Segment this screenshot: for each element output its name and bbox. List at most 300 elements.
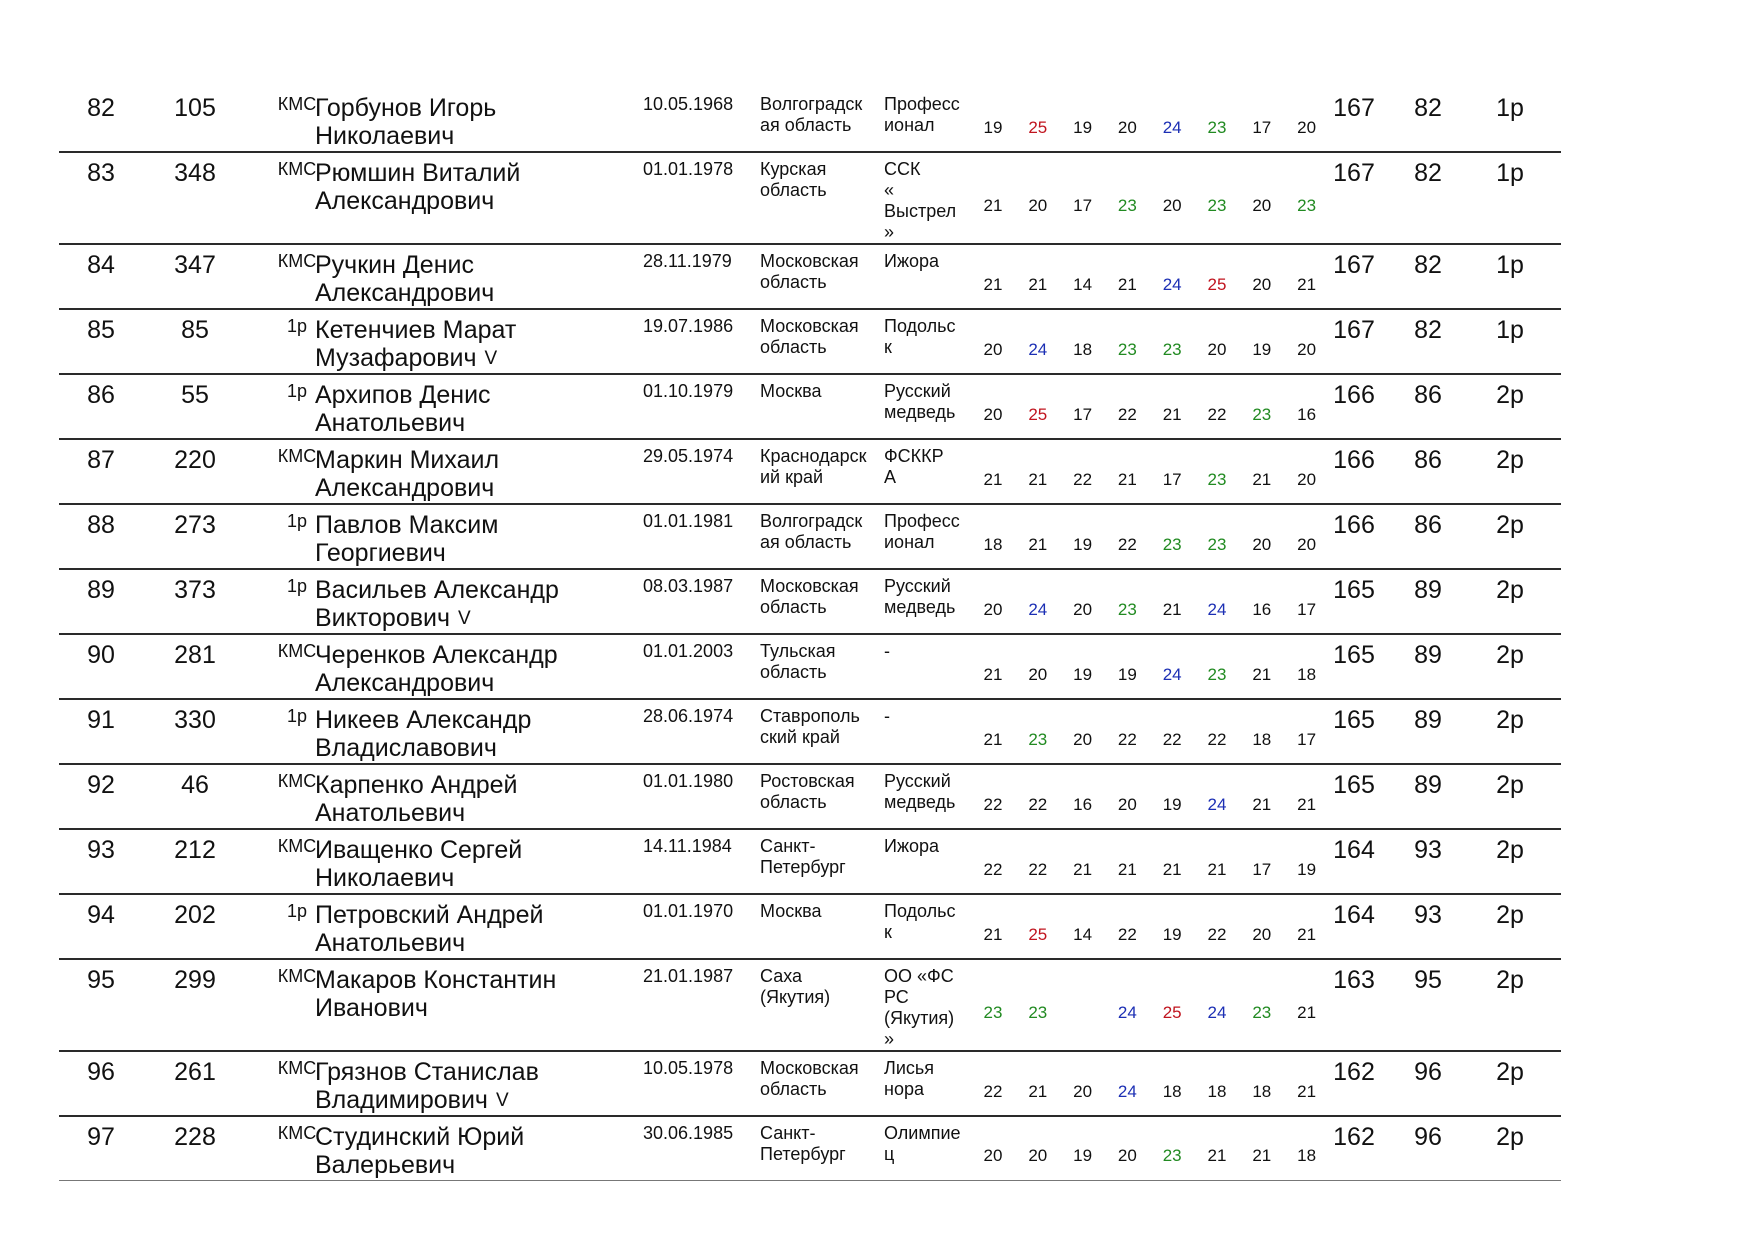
series-score: 23 (1162, 1146, 1182, 1165)
region-line: ая область (760, 532, 852, 552)
club-line: к (884, 922, 892, 942)
club-line: ССК (884, 159, 921, 179)
patronymic: Александрович (315, 669, 495, 697)
series-score: 23 (1162, 535, 1182, 554)
category-cell: 2р (1496, 641, 1524, 669)
region-cell (760, 706, 878, 748)
category-cell: 2р (1496, 1123, 1524, 1151)
patronymic: Музафарович (315, 344, 477, 372)
place-cell: 91 (87, 706, 115, 734)
total-score-cell: 166 (1333, 381, 1375, 409)
table-row (59, 1117, 1561, 1181)
category-cell: 2р (1496, 771, 1524, 799)
veteran-mark: V (458, 608, 471, 629)
region-line: Ставрополь (760, 706, 860, 726)
surname-firstname: Ручкин Денис (315, 251, 474, 279)
series-score: 21 (1073, 860, 1093, 879)
total-score-cell: 163 (1333, 966, 1375, 994)
athlete-name-cell (315, 771, 645, 827)
club-line: к (884, 337, 892, 357)
sport-rank-cell: 1р (286, 381, 308, 401)
surname-firstname: Петровский Андрей (315, 901, 544, 929)
birth-date-cell: 01.01.1981 (643, 511, 734, 531)
athlete-name-cell (315, 1123, 645, 1179)
club-cell (884, 446, 974, 488)
total-score-cell: 165 (1333, 641, 1375, 669)
shared-place-cell: 93 (1414, 901, 1442, 929)
region-line: Московская (760, 1058, 859, 1078)
series-score: 22 (983, 795, 1003, 814)
series-score: 20 (1207, 340, 1227, 359)
patronymic-line (315, 669, 645, 697)
region-line: Санкт- (760, 1123, 816, 1143)
category-cell: 2р (1496, 966, 1524, 994)
club-line: медведь (884, 402, 956, 422)
series-score: 21 (1117, 275, 1137, 294)
place-cell: 82 (87, 94, 115, 122)
place-cell: 83 (87, 159, 115, 187)
athlete-name-cell (315, 446, 645, 502)
athlete-name-cell (315, 94, 645, 150)
series-score: 22 (1028, 795, 1048, 814)
series-score: 19 (1252, 340, 1272, 359)
table-row (59, 765, 1561, 830)
club-cell (884, 94, 974, 136)
club-line: » (884, 222, 895, 242)
series-score: 21 (1028, 470, 1048, 489)
region-cell (760, 251, 878, 293)
bib-number-cell: 55 (181, 381, 209, 409)
athlete-name-cell (315, 576, 645, 633)
series-score: 25 (1162, 1003, 1182, 1022)
place-cell: 92 (87, 771, 115, 799)
birth-date-cell: 10.05.1978 (643, 1058, 734, 1078)
region-cell (760, 836, 878, 878)
club-line: нора (884, 1079, 924, 1099)
series-score: 21 (983, 665, 1003, 684)
region-line: область (760, 662, 827, 682)
table-row (59, 895, 1561, 960)
club-line: (Якутия) (884, 1008, 955, 1028)
region-line: область (760, 337, 827, 357)
club-cell (884, 1123, 974, 1165)
series-score: 16 (1073, 795, 1093, 814)
patronymic-line (315, 604, 645, 633)
bib-number-cell: 202 (174, 901, 216, 929)
series-score: 20 (1297, 118, 1317, 137)
series-score: 25 (1028, 118, 1048, 137)
club-line: ОО «ФС (884, 966, 954, 986)
place-cell: 86 (87, 381, 115, 409)
series-score: 21 (983, 275, 1003, 294)
region-line: область (760, 1079, 827, 1099)
club-cell (884, 316, 974, 358)
shared-place-cell: 89 (1414, 641, 1442, 669)
series-score: 23 (1207, 118, 1227, 137)
patronymic: Викторович (315, 604, 451, 632)
athlete-name-cell (315, 381, 645, 437)
place-cell: 97 (87, 1123, 115, 1151)
club-line: - (884, 641, 890, 661)
surname-firstname: Иващенко Сергей (315, 836, 523, 864)
series-score: 14 (1073, 925, 1093, 944)
place-cell: 95 (87, 966, 115, 994)
club-line: Подольс (884, 901, 956, 921)
club-line: Русский (884, 576, 951, 596)
bib-number-cell: 85 (181, 316, 209, 344)
patronymic: Иванович (315, 994, 428, 1022)
series-score: 20 (1073, 1082, 1093, 1101)
patronymic-line (315, 734, 645, 762)
region-line: Волгоградск (760, 511, 863, 531)
region-cell (760, 576, 878, 618)
birth-date-cell: 28.06.1974 (643, 706, 734, 726)
club-line: Професс (884, 94, 960, 114)
club-cell (884, 836, 974, 857)
birth-date-cell: 29.05.1974 (643, 446, 734, 466)
series-score: 22 (983, 860, 1003, 879)
bib-number-cell: 212 (174, 836, 216, 864)
patronymic: Анатольевич (315, 929, 466, 957)
series-score: 19 (983, 118, 1003, 137)
place-cell: 85 (87, 316, 115, 344)
series-score: 21 (1252, 1146, 1272, 1165)
category-cell: 2р (1496, 706, 1524, 734)
region-cell (760, 1123, 878, 1165)
place-cell: 89 (87, 576, 115, 604)
club-cell (884, 1058, 974, 1100)
club-line: ионал (884, 532, 935, 552)
region-line: Петербург (760, 1144, 846, 1164)
region-line: Волгоградск (760, 94, 863, 114)
athlete-name-cell (315, 836, 645, 892)
sport-rank-cell: КМС (277, 159, 317, 179)
series-score: 21 (1028, 1082, 1048, 1101)
total-score-cell: 165 (1333, 771, 1375, 799)
surname-firstname: Грязнов Станислав (315, 1058, 539, 1086)
series-score: 23 (1252, 405, 1272, 424)
club-line: Русский (884, 771, 951, 791)
total-score-cell: 166 (1333, 511, 1375, 539)
patronymic: Владимирович (315, 1086, 488, 1114)
series-score: 22 (1028, 860, 1048, 879)
birth-date-cell: 01.01.2003 (643, 641, 734, 661)
birth-date-cell: 01.01.1970 (643, 901, 734, 921)
table-row (59, 1052, 1561, 1117)
series-score: 17 (1297, 600, 1317, 619)
patronymic-line (315, 187, 645, 215)
sport-rank-cell: 1р (286, 706, 308, 726)
bib-number-cell: 220 (174, 446, 216, 474)
series-score: 24 (1162, 118, 1182, 137)
sport-rank-cell: КМС (277, 771, 317, 791)
series-score: 24 (1162, 665, 1182, 684)
patronymic: Валерьевич (315, 1151, 456, 1179)
total-score-cell: 167 (1333, 159, 1375, 187)
club-line: медведь (884, 792, 956, 812)
category-cell: 1р (1496, 94, 1524, 122)
club-line: Олимпие (884, 1123, 961, 1143)
series-score: 18 (1252, 730, 1272, 749)
shared-place-cell: 96 (1414, 1058, 1442, 1086)
region-cell (760, 1058, 878, 1100)
series-score: 23 (1117, 600, 1137, 619)
total-score-cell: 162 (1333, 1058, 1375, 1086)
birth-date-cell: 14.11.1984 (643, 836, 732, 856)
series-score: 23 (1162, 340, 1182, 359)
series-score: 20 (1073, 730, 1093, 749)
table-row (59, 88, 1561, 153)
series-score: 20 (1297, 470, 1317, 489)
series-score: 20 (1162, 196, 1182, 215)
birth-date-cell: 01.01.1978 (643, 159, 734, 179)
series-score: 24 (1117, 1082, 1137, 1101)
shared-place-cell: 96 (1414, 1123, 1442, 1151)
athlete-name-cell (315, 1058, 645, 1115)
surname-firstname: Карпенко Андрей (315, 771, 518, 799)
series-score: 24 (1162, 275, 1182, 294)
series-score: 25 (1028, 405, 1048, 424)
series-score: 23 (983, 1003, 1003, 1022)
birth-date-cell: 01.01.1980 (643, 771, 734, 791)
veteran-mark: V (495, 1090, 509, 1111)
surname-firstname: Студинский Юрий (315, 1123, 525, 1151)
region-cell (760, 446, 878, 488)
total-score-cell: 167 (1333, 94, 1375, 122)
series-score: 24 (1117, 1003, 1137, 1022)
club-line: Ижора (884, 251, 940, 271)
patronymic: Александрович (315, 187, 495, 215)
patronymic: Александрович (315, 279, 495, 307)
series-score: 22 (1117, 925, 1137, 944)
series-score: 18 (1162, 1082, 1182, 1101)
region-cell (760, 641, 878, 683)
results-table (59, 88, 1561, 1181)
surname-firstname: Рюмшин Виталий (315, 159, 521, 187)
sport-rank-cell: КМС (277, 94, 317, 114)
series-score: 23 (1207, 665, 1227, 684)
region-line: Санкт- (760, 836, 816, 856)
series-score: 21 (1252, 795, 1272, 814)
patronymic: Александрович (315, 474, 495, 502)
bib-number-cell: 273 (174, 511, 216, 539)
patronymic: Владиславович (315, 734, 497, 762)
series-score: 22 (1117, 535, 1137, 554)
patronymic: Анатольевич (315, 799, 466, 827)
shared-place-cell: 95 (1414, 966, 1442, 994)
total-score-cell: 167 (1333, 316, 1375, 344)
table-row (59, 440, 1561, 505)
series-score: 25 (1028, 925, 1048, 944)
series-score: 21 (983, 470, 1003, 489)
shared-place-cell: 82 (1414, 94, 1442, 122)
patronymic-line (315, 279, 645, 307)
bib-number-cell: 348 (174, 159, 216, 187)
series-score: 22 (1207, 925, 1227, 944)
patronymic-line (315, 409, 645, 437)
shared-place-cell: 93 (1414, 836, 1442, 864)
series-score: 22 (1117, 730, 1137, 749)
table-row (59, 245, 1561, 310)
series-score: 22 (1073, 470, 1093, 489)
series-score: 17 (1073, 405, 1093, 424)
region-cell (760, 966, 878, 1008)
table-row (59, 153, 1561, 245)
region-line: Москва (760, 381, 822, 401)
category-cell: 1р (1496, 316, 1524, 344)
club-line: Ижора (884, 836, 940, 856)
series-score: 21 (1117, 470, 1137, 489)
birth-date-cell: 21.01.1987 (643, 966, 734, 986)
series-score: 19 (1073, 665, 1093, 684)
series-score: 21 (1297, 275, 1317, 294)
sport-rank-cell: КМС (277, 446, 317, 466)
category-cell: 2р (1496, 576, 1524, 604)
series-score: 21 (1162, 405, 1182, 424)
shared-place-cell: 89 (1414, 706, 1442, 734)
series-score: 16 (1252, 600, 1272, 619)
series-score: 23 (1028, 730, 1048, 749)
series-score: 21 (1207, 1146, 1227, 1165)
series-score: 19 (1297, 860, 1317, 879)
table-row (59, 505, 1561, 570)
place-cell: 87 (87, 446, 115, 474)
club-cell (884, 771, 974, 813)
shared-place-cell: 82 (1414, 316, 1442, 344)
series-score: 20 (1073, 600, 1093, 619)
region-line: область (760, 597, 827, 617)
region-cell (760, 901, 878, 922)
series-score: 21 (1297, 1003, 1317, 1022)
series-score: 19 (1117, 665, 1137, 684)
club-line: РС (884, 987, 909, 1007)
series-score: 22 (1207, 730, 1227, 749)
series-score: 20 (1297, 340, 1317, 359)
series-score: 18 (1073, 340, 1093, 359)
patronymic-line (315, 539, 645, 567)
sport-rank-cell: 1р (286, 901, 308, 921)
series-score: 21 (1252, 665, 1272, 684)
shared-place-cell: 82 (1414, 159, 1442, 187)
category-cell: 2р (1496, 1058, 1524, 1086)
series-score: 21 (1297, 1082, 1317, 1101)
series-score: 21 (983, 925, 1003, 944)
club-line: Подольс (884, 316, 956, 336)
region-line: ая область (760, 115, 852, 135)
place-cell: 84 (87, 251, 115, 279)
series-score: 19 (1073, 1146, 1093, 1165)
patronymic-line (315, 929, 645, 957)
patronymic-line (315, 799, 645, 827)
club-cell (884, 381, 974, 423)
club-cell (884, 159, 974, 243)
region-line: Саха (760, 966, 803, 986)
club-line: « (884, 180, 895, 200)
series-score: 21 (1207, 860, 1227, 879)
surname-firstname: Черенков Александр (315, 641, 558, 669)
series-score: 24 (1207, 1003, 1227, 1022)
athlete-name-cell (315, 641, 645, 697)
table-row (59, 310, 1561, 375)
athlete-name-cell (315, 511, 645, 567)
sport-rank-cell: КМС (277, 251, 317, 271)
bib-number-cell: 261 (174, 1058, 216, 1086)
series-score: 17 (1252, 860, 1272, 879)
series-score: 17 (1073, 196, 1093, 215)
series-score: 17 (1297, 730, 1317, 749)
bib-number-cell: 330 (174, 706, 216, 734)
table-row (59, 830, 1561, 895)
bib-number-cell: 347 (174, 251, 216, 279)
category-cell: 2р (1496, 836, 1524, 864)
category-cell: 2р (1496, 381, 1524, 409)
series-score: 19 (1162, 925, 1182, 944)
region-line: ский край (760, 727, 840, 747)
sport-rank-cell: КМС (277, 966, 317, 986)
club-cell (884, 641, 974, 662)
sport-rank-cell: КМС (277, 641, 317, 661)
club-line: ионал (884, 115, 935, 135)
series-score: 21 (1162, 860, 1182, 879)
club-line: А (884, 467, 897, 487)
series-score: 18 (1207, 1082, 1227, 1101)
birth-date-cell: 10.05.1968 (643, 94, 734, 114)
birth-date-cell: 19.07.1986 (643, 316, 734, 336)
series-score: 18 (1297, 665, 1317, 684)
region-cell (760, 381, 878, 402)
surname-firstname: Павлов Максим (315, 511, 499, 539)
veteran-mark: V (484, 348, 498, 369)
series-score: 23 (1028, 1003, 1048, 1022)
bib-number-cell: 373 (174, 576, 216, 604)
place-cell: 90 (87, 641, 115, 669)
bib-number-cell: 46 (181, 771, 209, 799)
surname-firstname: Васильев Александр (315, 576, 559, 604)
series-score: 20 (1252, 535, 1272, 554)
region-line: Тульская (760, 641, 836, 661)
patronymic-line (315, 122, 645, 150)
surname-firstname: Горбунов Игорь (315, 94, 497, 122)
athlete-name-cell (315, 966, 645, 1022)
series-score: 22 (983, 1082, 1003, 1101)
surname-firstname: Никеев Александр (315, 706, 532, 734)
sport-rank-cell: КМС (277, 836, 317, 856)
series-score: 20 (983, 1146, 1003, 1165)
series-score: 20 (1028, 1146, 1048, 1165)
series-score: 20 (1117, 1146, 1137, 1165)
sport-rank-cell: 1р (286, 576, 308, 596)
region-line: область (760, 792, 827, 812)
bib-number-cell: 105 (174, 94, 216, 122)
surname-firstname: Архипов Денис (315, 381, 491, 409)
club-line: ц (884, 1144, 895, 1164)
club-cell (884, 251, 974, 272)
series-score: 20 (983, 600, 1003, 619)
club-line: Русский (884, 381, 951, 401)
athlete-name-cell (315, 901, 645, 957)
series-score: 17 (1252, 118, 1272, 137)
patronymic-line (315, 344, 645, 373)
surname-firstname: Кетенчиев Марат (315, 316, 517, 344)
series-score: 21 (1162, 600, 1182, 619)
club-line: Професс (884, 511, 960, 531)
patronymic-line (315, 474, 645, 502)
region-cell (760, 159, 878, 201)
table-row (59, 375, 1561, 440)
region-line: Москва (760, 901, 822, 921)
club-cell (884, 901, 974, 943)
category-cell: 2р (1496, 901, 1524, 929)
